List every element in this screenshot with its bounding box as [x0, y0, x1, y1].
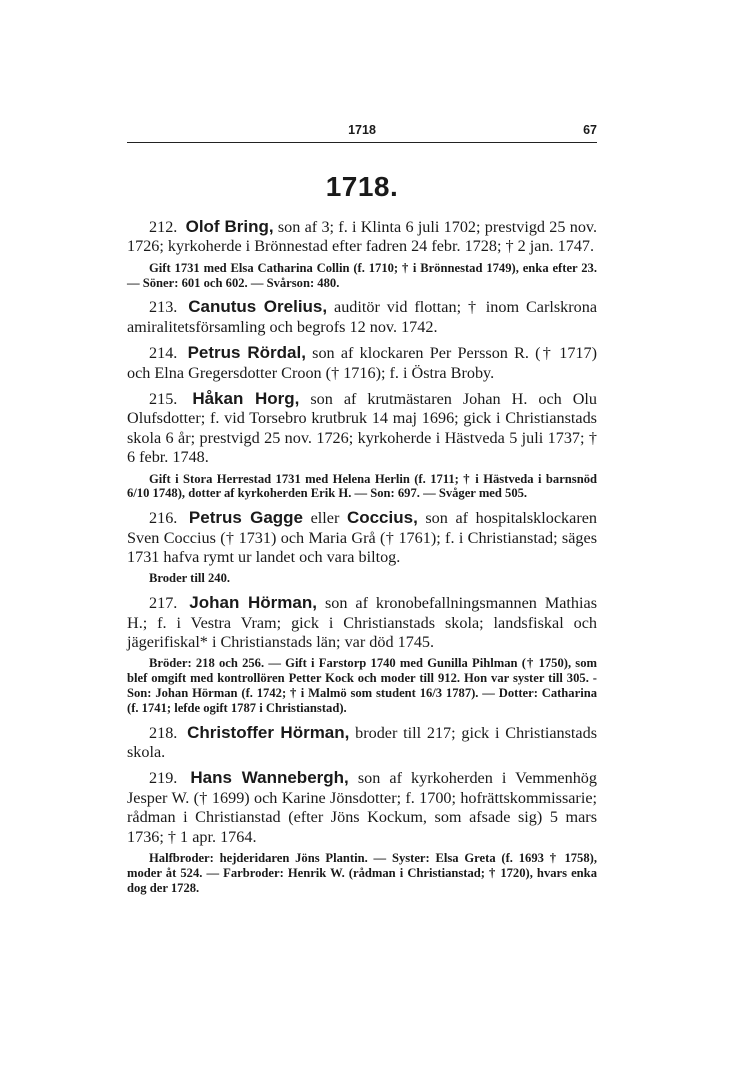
- entry-number: 212.: [149, 218, 178, 236]
- entry-text: son af krutmästaren Johan H. och Olu Olufsdotter; f. vid Torsebro krutbruk 14 maj 1696; gick i Christianstads skola 6 år; prestvigd 25 nov. 1726; kyrkoherde i Hästveda 5 juli 1737; † 6 febr. 1748.: [127, 390, 597, 467]
- person-name: Petrus Rördal,: [187, 343, 306, 363]
- entry-text: son af klockaren Per Persson R. († 1717) och Elna Gregersdotter Croon († 1716); f. i Östra Broby.: [127, 344, 597, 382]
- person-name: Canutus Orelius,: [188, 297, 328, 317]
- entry-212: [127, 217, 597, 257]
- entry-217: [127, 593, 597, 652]
- person-name-alt: Coccius,: [346, 508, 418, 528]
- person-name: Petrus Gagge: [188, 508, 303, 528]
- person-name: Olof Bring,: [185, 217, 274, 236]
- entry-number: 213.: [149, 298, 178, 317]
- book-page: [127, 118, 597, 903]
- entry-216: [127, 508, 597, 567]
- entry-note: Halfbroder: hejderidaren Jöns Plantin. — Syster: Elsa Greta (f. 1693 † 1758), moder åt 524. — Farbroder: Henrik W. (rådman i Christianstad; † 1720), hvars enka dog der 1728.: [127, 851, 597, 895]
- entry-text: broder till 217; gick i Christianstads skola.: [127, 723, 598, 762]
- entry-number: 216.: [149, 509, 178, 528]
- entry-214: [127, 343, 597, 383]
- entry-number: 215.: [149, 390, 178, 409]
- entry-note: Broder till 240.: [149, 571, 231, 586]
- entry-text-mid: eller: [303, 509, 347, 528]
- entry-213: [127, 297, 597, 337]
- entry-219: [127, 768, 597, 847]
- running-header: [127, 118, 597, 140]
- entry-number: 218.: [149, 723, 178, 742]
- entry-text: son af kyrkoherden i Vemmenhög Jesper W. († 1699) och Karine Jönsdotter; f. 1700; hofrättskommissarie; rådman i Christianstad (efter Jöns Kockum, som afsade sig) 5 mars 1736; † 1 apr. 1764.: [127, 769, 597, 846]
- header-rule: [127, 142, 597, 143]
- person-name: Christoffer Hörman,: [187, 722, 350, 742]
- person-name: Håkan Horg,: [192, 389, 300, 409]
- entry-218: [127, 723, 597, 763]
- entry-note: Gift 1731 med Elsa Catharina Collin (f. 1710; † i Brönnestad 1749), enka efter 23. — Söner: 601 och 602. — Svårson: 480.: [127, 260, 597, 290]
- entry-note: Gift i Stora Herrestad 1731 med Helena Herlin (f. 1711; † i Hästveda i barnsnöd 6/10 1748), dotter af kyrkoherden Erik H. — Son: 697. — Svåger med 505.: [127, 471, 597, 501]
- year-title: 1718.: [325, 171, 399, 202]
- entry-215: [127, 389, 597, 468]
- entry-text: auditör vid flottan; † inom Carlskrona amiralitetsförsamling och begrofs 12 nov. 1742.: [127, 298, 598, 336]
- person-name: Johan Hörman,: [189, 593, 317, 613]
- entry-text: son af 3; f. i Klinta 6 juli 1702; prestvigd 25 nov. 1726; kyrkoherde i Brönnestad efter fadren 24 febr. 1728; † 2 jan. 1747.: [127, 218, 598, 256]
- entry-number: 217.: [149, 594, 178, 613]
- running-title: 1718: [348, 123, 376, 137]
- entry-note: Bröder: 218 och 256. — Gift i Farstorp 1740 med Gunilla Pihlman († 1750), som blef omgift med kontrollören Petter Kock och moder till 912. Hon var syster till 305. - Son: Johan Hörman (f. 1742; † i Malmö som student 16/3 1787). — Dotter: Catharina (f. 1741; lefde ogift 1787 i Christianstad).: [127, 656, 597, 715]
- entry-text: son af hospitalsklockaren Sven Coccius († 1731) och Maria Grå († 1761); f. i Christianstad; säges 1731 hafva rymt ur landet och vara biltog.: [127, 509, 597, 567]
- person-name: Hans Wannebergh,: [190, 768, 349, 788]
- entry-text: son af kronobefallningsmannen Mathias H.; f. i Vestra Vram; gick i Christianstads skola; landsfiskal och jägerifiskal* i Christianstads län; var död 1745.: [127, 594, 597, 652]
- page-number: 67: [583, 123, 597, 137]
- entry-number: 219.: [149, 769, 178, 788]
- entry-number: 214.: [149, 344, 178, 363]
